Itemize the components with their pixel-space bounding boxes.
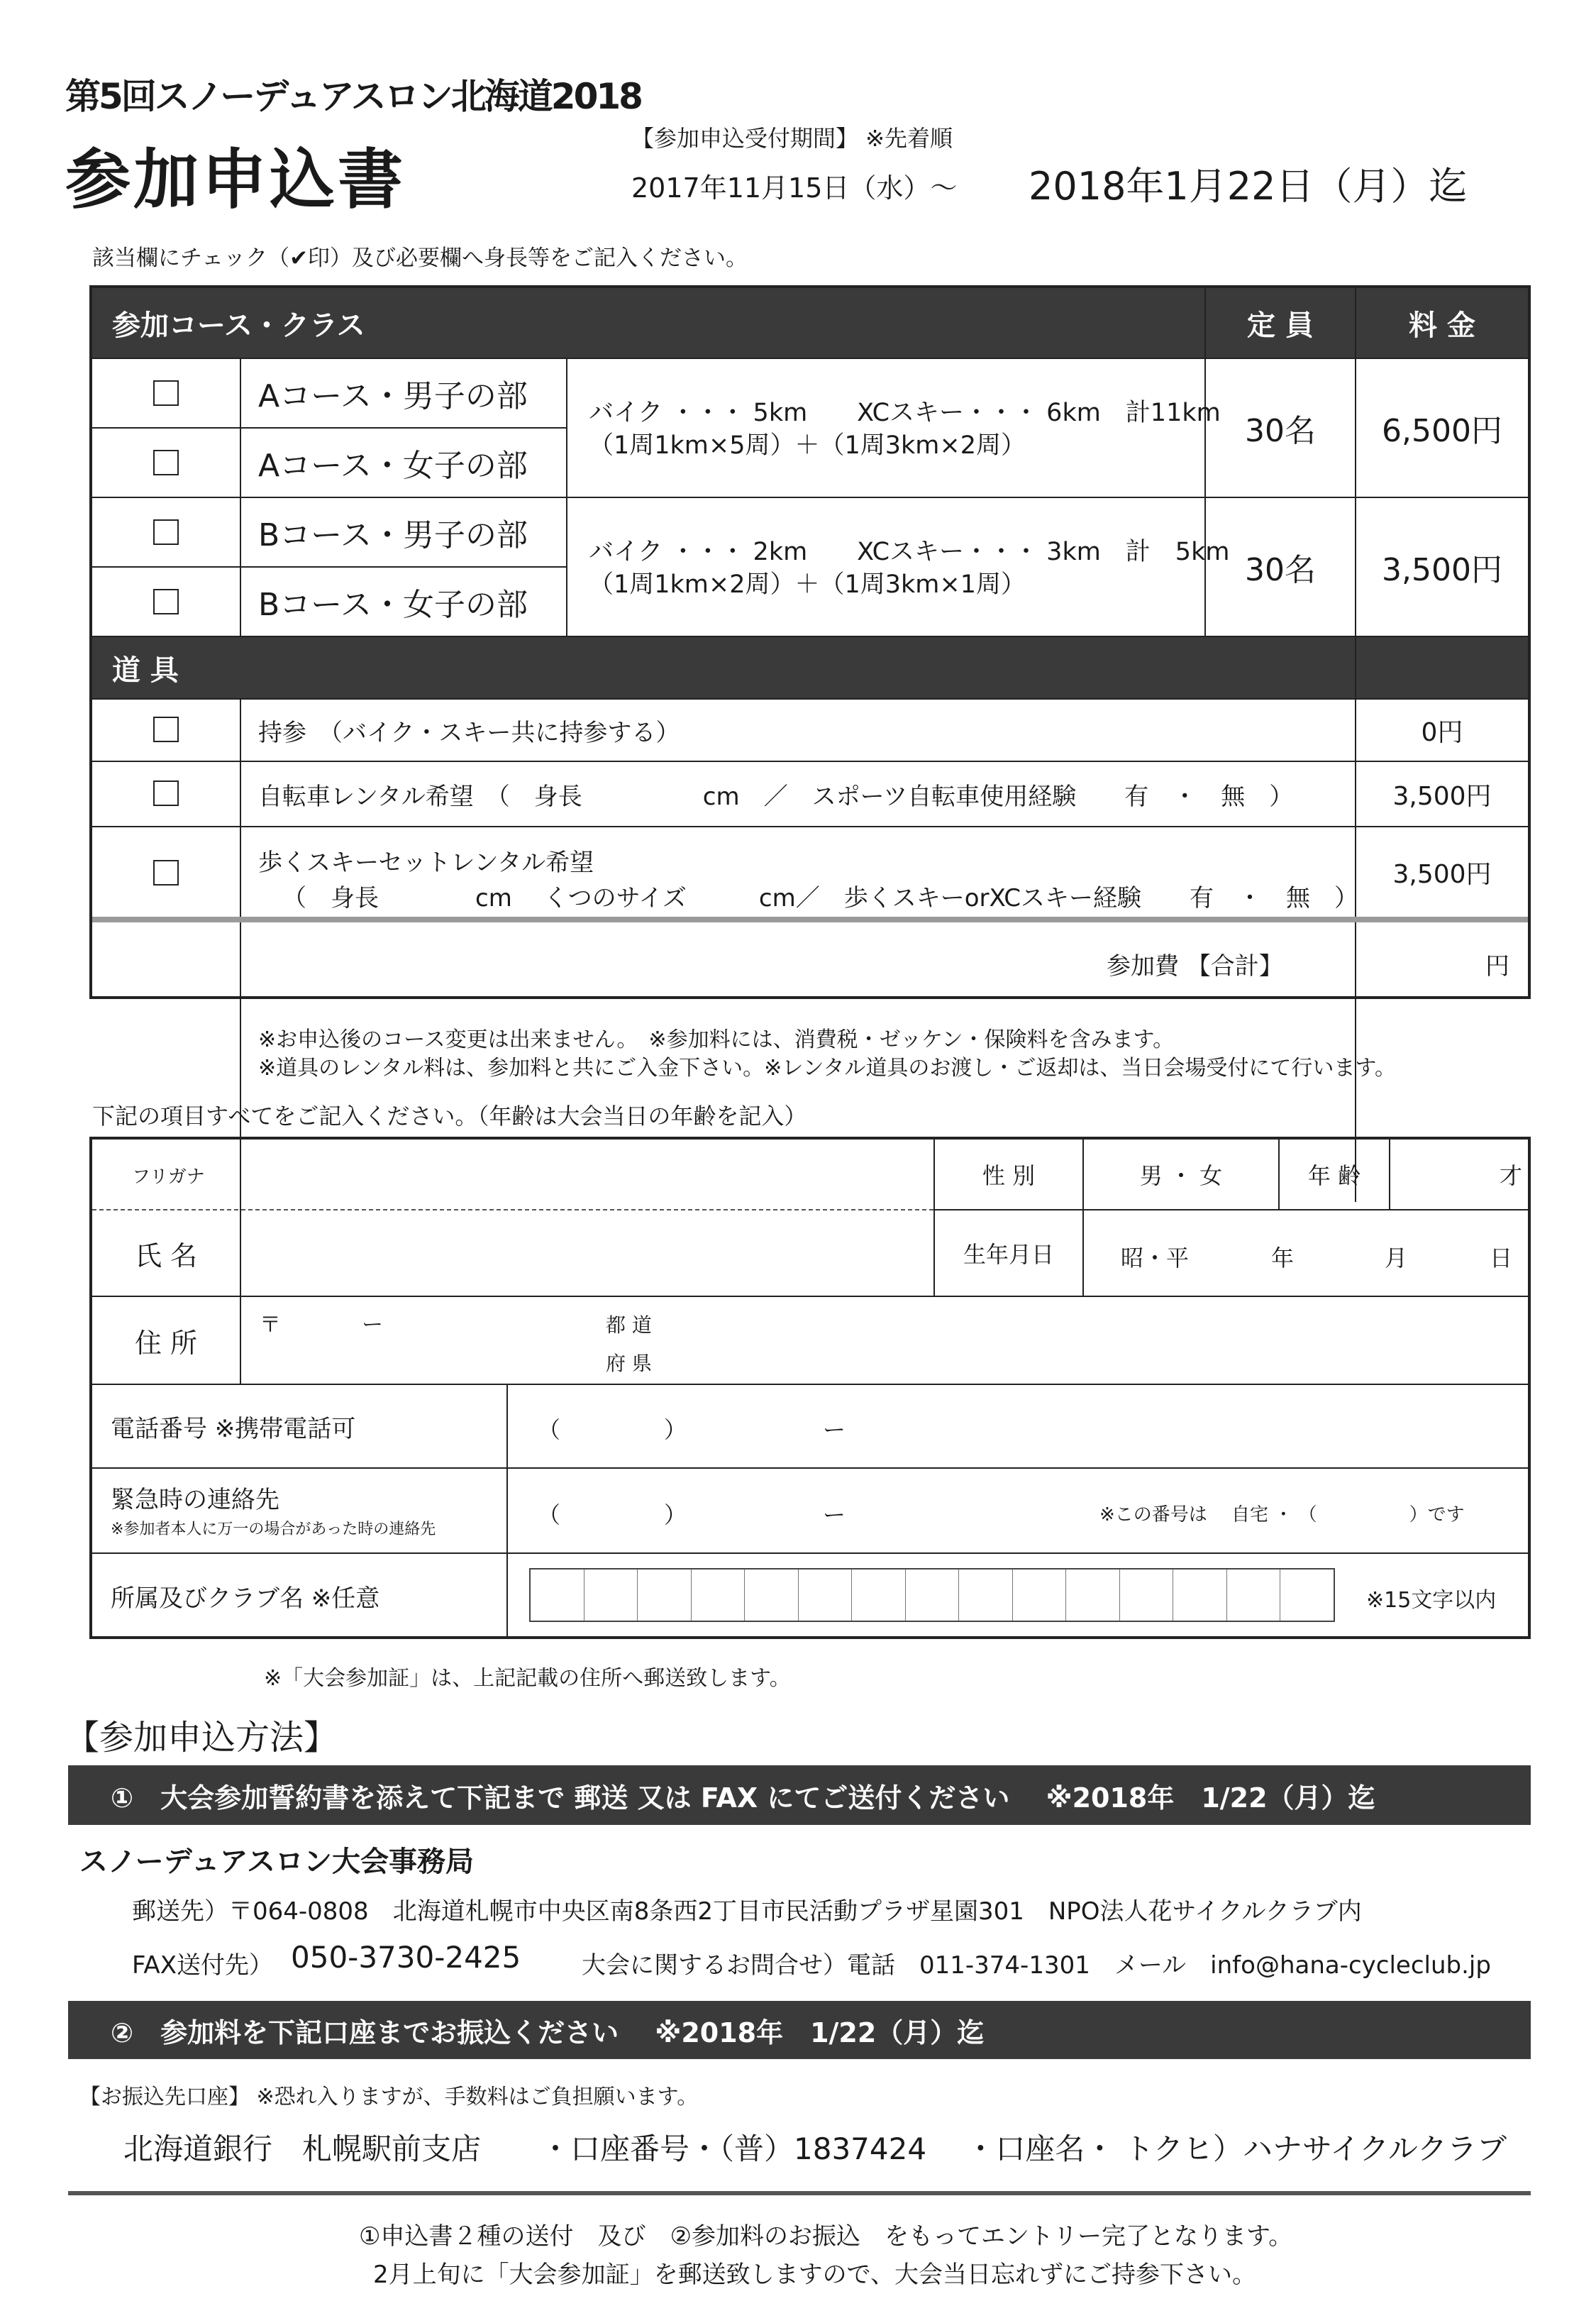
step1-banner bbox=[68, 1765, 1531, 1825]
age-unit[interactable]: 才 bbox=[1499, 1162, 1522, 1189]
prefecture-2: 府 県 bbox=[606, 1352, 652, 1375]
event-title: 第5回スノーデュアスロン北海道2018 bbox=[65, 76, 641, 117]
course-table bbox=[89, 285, 1531, 999]
ski-rental-label-1: 歩くスキーセットレンタル希望 bbox=[258, 849, 594, 877]
footer-divider bbox=[68, 2191, 1531, 2195]
step2-text: ② 参加料を下記口座までお振込ください ※2018年 1/22（月）迄 bbox=[111, 2017, 985, 2048]
step1-text: ① 大会参加誓約書を添えて下記まで 郵送 又は FAX にてご送付ください ※2018年 1/22（月）迄 bbox=[111, 1782, 1375, 1814]
period-end: 2018年1月22日（月）迄 bbox=[1029, 164, 1468, 209]
course-a-capacity: 30名 bbox=[1245, 413, 1316, 449]
birth-day: 日 bbox=[1490, 1245, 1513, 1271]
name-label: 氏 名 bbox=[134, 1240, 198, 1271]
prefecture-1: 都 道 bbox=[606, 1313, 652, 1337]
postal-dash: ー bbox=[362, 1313, 383, 1337]
course-a-detail-2: （1周1km×5周）＋（1周3km×2周） bbox=[589, 431, 1026, 460]
notes-3: ※「大会参加証」は、上記記載の住所へ郵送致します。 bbox=[264, 1666, 791, 1691]
ski-rental-label-2: （ 身長 cm くつのサイズ cm／ 歩くスキーorXCスキー経験 有 ・ 無 ） bbox=[282, 884, 1359, 912]
equipment-header bbox=[92, 637, 1355, 698]
course-b-detail-2: （1周1km×2周）＋（1周3km×1周） bbox=[589, 570, 1026, 599]
equipment-header-label: 道 具 bbox=[112, 653, 179, 687]
equipment-own-checkbox[interactable] bbox=[153, 717, 179, 742]
phone-input[interactable] bbox=[511, 1386, 1525, 1466]
age-label: 年 齢 bbox=[1307, 1162, 1361, 1189]
furigana-label: フリガナ bbox=[132, 1166, 205, 1188]
address-input[interactable] bbox=[243, 1298, 1525, 1382]
personal-table bbox=[89, 1137, 1531, 1639]
step2-banner bbox=[68, 2001, 1531, 2059]
equipment-own-label: 持参 （バイク・スキー共に持参する） bbox=[258, 718, 680, 747]
bike-rental-label: 自転車レンタル希望 （ 身長 cm ／ スポーツ自転車使用経験 有 ・ 無 ） bbox=[258, 782, 1294, 811]
address-label: 住 所 bbox=[134, 1327, 198, 1359]
emergency-owner[interactable]: ※この番号は 自宅 ・ （ ）です bbox=[1099, 1504, 1465, 1526]
course-b-male-checkbox[interactable] bbox=[153, 519, 179, 545]
course-b-detail-1: バイク ・・・ 2km XCスキー・・・ 3km 計 5km bbox=[589, 538, 1230, 566]
gender-label: 性 別 bbox=[982, 1162, 1036, 1189]
col-fee: 料 金 bbox=[1409, 309, 1475, 342]
course-a-male-checkbox[interactable] bbox=[153, 380, 179, 406]
notes-1: ※お申込後のコース変更は出来ません。 ※参加料には、消費税・ゼッケン・保険料を含みます。 bbox=[258, 1027, 1175, 1052]
method-title: 【参加申込方法】 bbox=[65, 1718, 338, 1758]
course-b-capacity: 30名 bbox=[1245, 552, 1316, 588]
course-b-fee: 3,500円 bbox=[1382, 552, 1502, 588]
ski-rental-checkbox[interactable] bbox=[153, 860, 179, 886]
birth-label: 生年月日 bbox=[963, 1241, 1054, 1268]
emergency-note: ※参加者本人に万一の場合があった時の連絡先 bbox=[111, 1521, 436, 1538]
col-capacity: 定 員 bbox=[1247, 309, 1314, 342]
phone-label: 電話番号 ※携帯電話可 bbox=[111, 1414, 356, 1443]
phone-dash: ー bbox=[823, 1416, 846, 1443]
bike-rental-fee: 3,500円 bbox=[1392, 781, 1492, 811]
mail-address: 郵送先）〒064-0808 北海道札幌市中央区南8条西2丁目市民活動プラザ星園301 NPO法人花サイクルクラブ内 bbox=[132, 1897, 1362, 1926]
postal-mark: 〒 bbox=[260, 1313, 281, 1337]
course-a-female-label: Aコース・女子の部 bbox=[258, 448, 528, 484]
birth-month: 月 bbox=[1385, 1245, 1408, 1271]
phone-paren-open: （ bbox=[538, 1416, 561, 1443]
fax-label: FAX送付先） bbox=[132, 1951, 273, 1980]
capacity-header bbox=[1206, 288, 1355, 358]
furigana-input[interactable] bbox=[243, 1141, 931, 1208]
course-a-fee: 6,500円 bbox=[1382, 413, 1502, 449]
inquiry: 大会に関するお問合せ）電話 011-374-1301 メール info@hana-cycleclub.jp bbox=[582, 1951, 1491, 1980]
club-label: 所属及びクラブ名 ※任意 bbox=[111, 1584, 380, 1613]
name-input[interactable] bbox=[243, 1212, 931, 1294]
emergency-paren-open: （ bbox=[538, 1501, 561, 1528]
course-header bbox=[92, 288, 1204, 358]
bank-account: 北海道銀行 札幌駅前支店 ・口座番号・（普）1837424 ・口座名・ トクヒ）ハナサイクルクラブ bbox=[123, 2131, 1507, 2166]
ski-rental-fee: 3,500円 bbox=[1392, 859, 1492, 889]
bank-label: 【お振込先口座】 ※恐れ入りますが、手数料はご負担願います。 bbox=[79, 2085, 699, 2109]
club-input[interactable] bbox=[529, 1568, 1335, 1622]
office-name: スノーデュアスロン大会事務局 bbox=[79, 1846, 474, 1878]
emergency-paren-close: ） bbox=[664, 1501, 687, 1528]
col-course: 参加コース・クラス bbox=[112, 309, 365, 342]
course-b-male-label: Bコース・男子の部 bbox=[258, 517, 528, 553]
course-a-detail-1: バイク ・・・ 5km XCスキー・・・ 6km 計11km bbox=[589, 399, 1221, 427]
course-b-female-checkbox[interactable] bbox=[153, 589, 179, 614]
birth-year: 年 bbox=[1271, 1245, 1295, 1271]
emergency-label: 緊急時の連絡先 bbox=[111, 1486, 279, 1514]
course-b-female-label: Bコース・女子の部 bbox=[258, 587, 528, 623]
phone-paren-close: ） bbox=[664, 1416, 687, 1443]
bike-rental-checkbox[interactable] bbox=[153, 780, 179, 806]
birth-era[interactable]: 昭・平 bbox=[1121, 1245, 1190, 1271]
period-label: 【参加申込受付期間】 ※先着順 bbox=[631, 125, 953, 152]
equipment-own-fee: 0円 bbox=[1421, 717, 1463, 747]
form-title: 参加申込書 bbox=[65, 142, 406, 218]
course-a-female-checkbox[interactable] bbox=[153, 450, 179, 475]
footer-line-1: ①申込書２種の送付 及び ②参加料のお振込 をもってエントリー完了となります。 bbox=[359, 2222, 1293, 2251]
personal-instruction: 下記の項目すべてをご記入ください。（年齢は大会当日の年齢を記入） bbox=[92, 1103, 807, 1130]
equipment-header-fee bbox=[1356, 637, 1528, 698]
course-a-male-label: Aコース・男子の部 bbox=[258, 378, 528, 414]
fax-number: 050-3730-2425 bbox=[291, 1940, 521, 1975]
gender-value[interactable]: 男 ・ 女 bbox=[1139, 1162, 1223, 1189]
period-start: 2017年11月15日（水）～ bbox=[631, 172, 958, 204]
total-label: 参加費 【合計】 bbox=[1107, 952, 1283, 981]
club-limit: ※15文字以内 bbox=[1366, 1588, 1497, 1613]
footer-line-2: 2月上旬に「大会参加証」を郵送致しますので、大会当日忘れずにご持参下さい。 bbox=[373, 2261, 1256, 2289]
total-unit: 円 bbox=[1485, 952, 1509, 981]
emergency-dash: ー bbox=[823, 1501, 846, 1528]
instruction: 該当欄にチェック（✔印）及び必要欄へ身長等をご記入ください。 bbox=[92, 246, 748, 271]
fee-header bbox=[1356, 288, 1528, 358]
notes-2: ※道具のレンタル料は、参加料と共にご入金下さい。※レンタル道具のお渡し・ご返却は、当日会場受付にて行います。 bbox=[258, 1056, 1396, 1081]
